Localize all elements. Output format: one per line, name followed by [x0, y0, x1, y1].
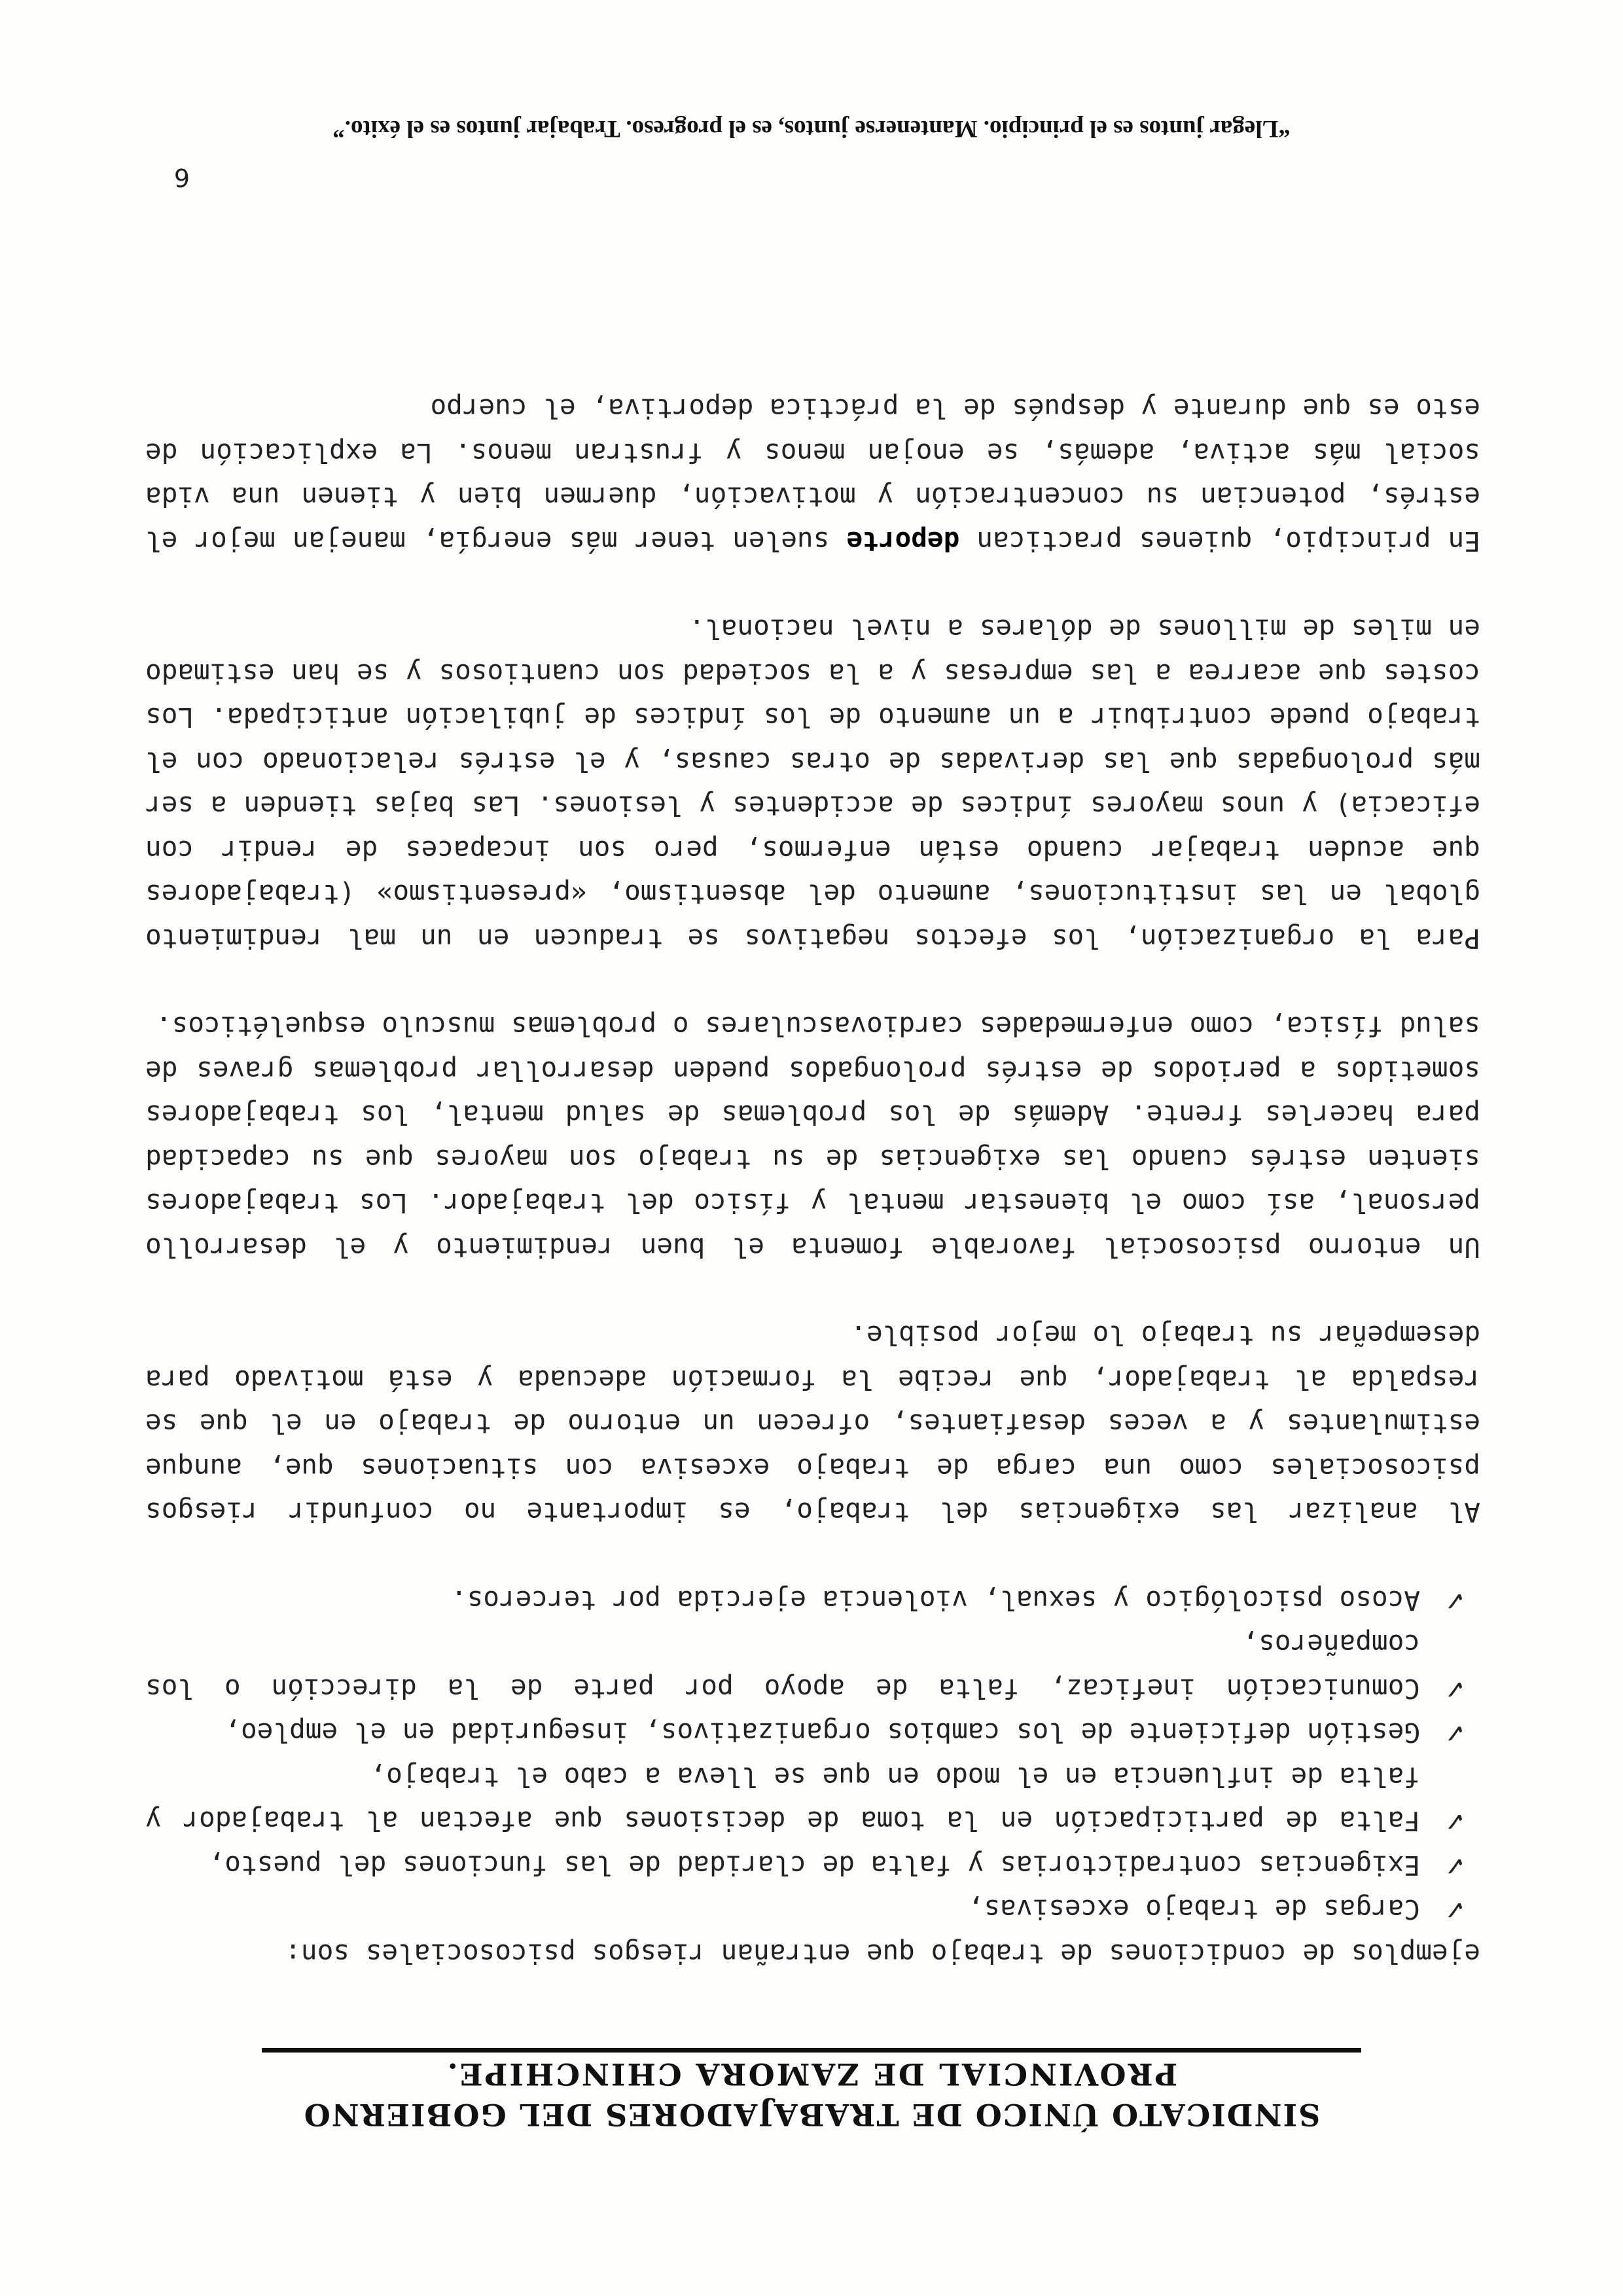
letterhead-rule — [262, 2048, 1361, 2053]
intro-paragraph: ejemplos de condiciones de trabajo que entrañan riesgos psicosociales son: — [285, 1938, 1480, 1969]
check-icon: ✓ — [1444, 1850, 1466, 1880]
check-icon: ✓ — [1444, 1806, 1466, 1837]
list-item — [145, 1887, 1480, 1931]
list-item — [145, 1578, 1480, 1623]
list-item-text: Acoso psicológico y sexual, violencia ejercida por terceros. — [450, 1585, 1420, 1616]
list-item — [145, 1755, 1480, 1843]
footer-quote: “Llegar juntos es el principio. Mantenerse juntos, es el progreso. Trabajar juntos es el éxito.” — [332, 115, 1291, 142]
page-number: 6 — [173, 163, 190, 192]
list-item-text: Exigencias contradictorias y falta de claridad de las funciones del puesto, — [208, 1850, 1420, 1881]
check-icon: ✓ — [1444, 1674, 1466, 1704]
risk-conditions-list — [145, 1578, 1480, 1931]
list-item-text: Falta de participación en la toma de decisiones que afectan al trabajador y falta de influencia en el modo en que se lleva a cabo el trabajo, — [145, 1761, 1420, 1837]
sport-keyword: deporte — [846, 526, 960, 557]
paragraph-sport — [145, 386, 1480, 563]
check-icon: ✓ — [1444, 1717, 1466, 1748]
check-icon: ✓ — [1444, 1585, 1466, 1615]
list-item-text: Gestión deficiente de los cambios organizativos, inseguridad en el empleo, — [224, 1717, 1420, 1749]
paragraph-work-demands: Al analizar las exigencias del trabajo, es importante no confundir riesgos psicosociales como una carga de trabajo excesiva con situaciones que, aunque estimulantes y a veces desafiantes, ofrecen un entorno de trabajo en el que se respalda al trabajador, que recibe la formación adecuada y está motivado para desempeñar su trabajo lo mejor posible. — [145, 1319, 1480, 1528]
check-icon: ✓ — [1444, 1894, 1466, 1925]
sport-text-end: suelen tener más energía, manejan mejor el estrés, potencian su concentración y motivación, duermen bien y tienen una vida social más activa, además, se enojan menos y frustran menos. La explicación de esto es que durante y después de la práctica deportiva, el cuerpo — [145, 393, 1480, 557]
letterhead-line-2: PROVINCIAL DE ZAMORA CHINCHIPE. — [445, 2056, 1178, 2092]
list-item — [145, 1710, 1480, 1755]
letterhead-line-1: SINDICATO ÚNICO DE TRABAJADORES DEL GOBIERNO — [302, 2097, 1321, 2132]
document-body — [145, 342, 1480, 1975]
sport-text-start: En principio, quienes practican — [959, 526, 1480, 557]
list-item — [145, 1843, 1480, 1888]
paragraph-organization-effects: Para la organización, los efectos negativos se traducen en un mal rendimiento global en las instituciones, aumento del absentismo, «presentismo» (trabajadores que acuden trabajar cuando están enfermos, pero son incapaces de rendir con eficacia) y unos mayores índices de accidentes y lesiones. Las bajas tienden a ser más prolongadas que las derivadas de otras causas, y el estrés relacionado con el trabajo puede contribuir a un aumento de los índices de jubilación anticipada. Los costes que acarrea a las empresas y a la sociedad son cuantiosos y se han estimado en miles de millones de dólares a nivel nacional. — [145, 613, 1480, 954]
list-item — [145, 1622, 1480, 1710]
paragraph-psychosocial-environment: Un entorno psicosocial favorable fomenta el buen rendimiento y el desarrollo personal, así como el bienestar mental y físico del trabajador. Los trabajadores sienten estrés cuando las exigencias de su trabajo son mayores que su capacidad para hacerles frente. Además de los problemas de salud mental, los trabajadores sometidos a periodos de estrés prolongados pueden desarrollar problemas graves de salud física, como enfermedades cardiovasculares o problemas musculo esqueléticos. — [145, 1011, 1480, 1263]
letterhead — [236, 2048, 1387, 2132]
list-item-text: Comunicación ineficaz, falta de apoyo por parte de la dirección o los compañeros, — [145, 1628, 1420, 1704]
list-item-text: Cargas de trabajo excesivas, — [967, 1893, 1420, 1926]
